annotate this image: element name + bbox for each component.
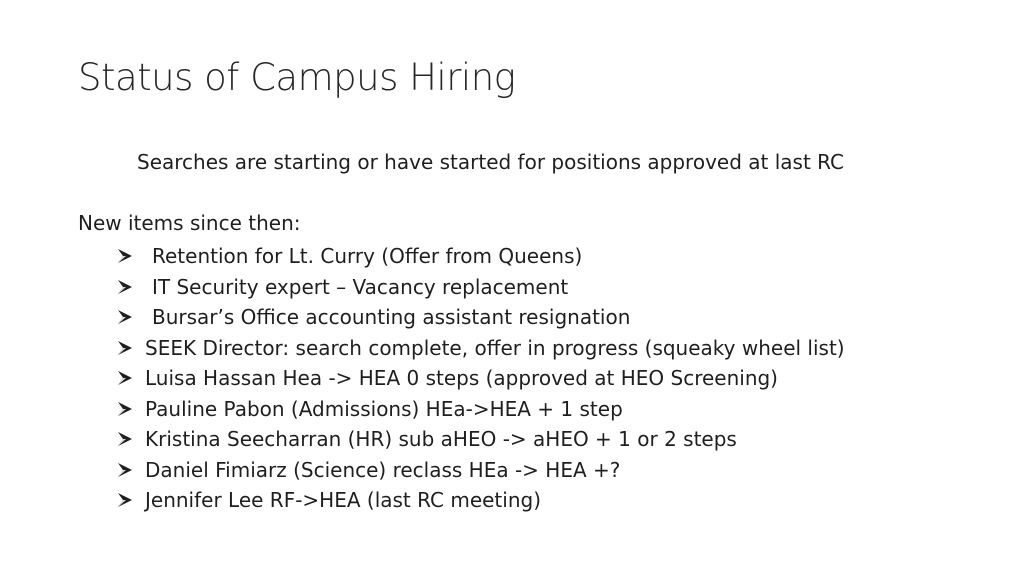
list-item [116,302,845,333]
arrowhead-bullet-icon [116,369,138,387]
list-item-text: SEEK Director: search complete, offer in progress (squeaky wheel list) [145,335,845,360]
list-item-text: Kristina Seecharran (HR) sub aHEO -> aHEO + 1 or 2 steps [145,427,737,452]
list-item [116,333,845,364]
slide-subtitle: Searches are starting or have started for positions approved at last RC [137,150,845,174]
list-item [116,394,845,425]
list-item [116,241,845,272]
arrowhead-bullet-icon [116,339,138,357]
list-item-text: Retention for Lt. Curry (Offer from Queens) [152,244,583,269]
intro-text: New items since then: [78,211,301,235]
list-item [116,485,845,516]
list-item [116,272,845,303]
arrowhead-bullet-icon [116,247,138,265]
arrowhead-bullet-icon [116,491,138,509]
list-item [116,455,845,486]
list-item-text: Luisa Hassan Hea -> HEA 0 steps (approved at HEO Screening) [145,366,778,391]
slide-title: Status of Campus Hiring [78,56,516,99]
arrowhead-bullet-icon [116,461,138,479]
arrowhead-bullet-icon [116,400,138,418]
list-item-text: Bursar’s Office accounting assistant resignation [152,305,631,330]
arrowhead-bullet-icon [116,308,138,326]
list-item [116,363,845,394]
bullet-list [116,241,845,516]
list-item-text: IT Security expert – Vacancy replacement [152,274,569,299]
arrowhead-bullet-icon [116,430,138,448]
list-item [116,424,845,455]
arrowhead-bullet-icon [116,278,138,296]
list-item-text: Jennifer Lee RF->HEA (last RC meeting) [145,488,542,513]
list-item-text: Daniel Fimiarz (Science) reclass HEa -> HEA +? [145,457,621,482]
list-item-text: Pauline Pabon (Admissions) HEa->HEA + 1 step [145,396,623,421]
